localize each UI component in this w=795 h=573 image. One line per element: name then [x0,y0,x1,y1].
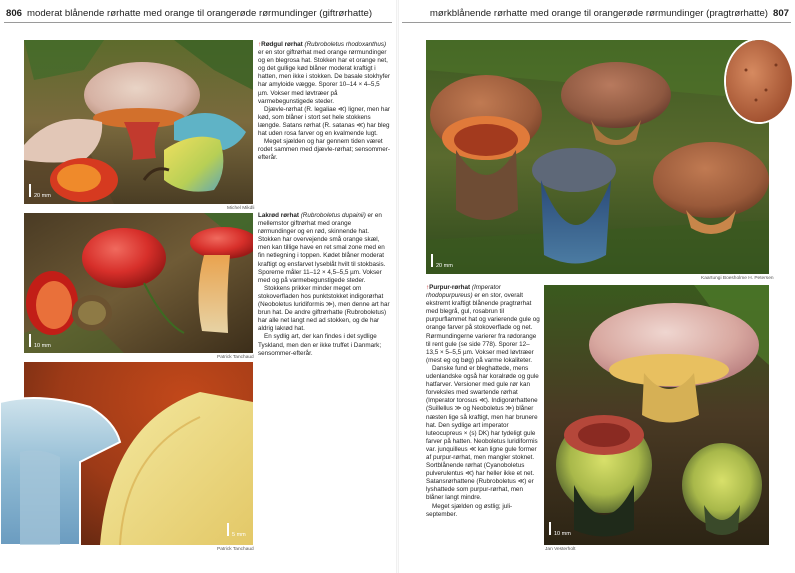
photo-cap-detail-inset [724,38,794,124]
red-arrow-icon: ↑ [426,284,430,291]
photo-purpur-specimens [544,285,769,545]
photo-lakrod-scale: 10 mm [34,343,51,349]
rodgul-desc: er en stor giftrørhat med orange rørmundinger og en blegrosa hat. Stokken har et orange net, og det gullige kød blåner moderat kraftigt i hatten, men ikke i stokken. De basale stokhyfer har amyloide vægge. Sporer 10–14 × 4–5,5 µm. Vokser med løvtræer på varmebegunstigede steder. [258,49,390,105]
photo-purpur-group-scale: 20 mm [436,263,453,269]
photo-purpur-specimens-credit: Jan Vesterholt [545,547,576,552]
photo-rodgul-rorhat [24,40,253,204]
rodgul-para1 [258,41,390,106]
lakrod-desc: er en mellemstor giftrørhat med orange rørmundinger og en rød, skinnende hat. Stokken har overvejende små orange skæl, men kan tillige have en ret smal zone med en fin netlegning i toppen. Kødet blåner moderat kraftigt og ensfarvet lyseblåt hvilt til stokbasis. Sporerne måler 11–12 × 4,5–5,5 µm. Vokser med og på varmebegunstigede steder. [258,212,386,284]
photo-purpur-group-image [426,40,769,274]
left-page-header [6,8,372,19]
lakrod-name: Lakrød rørhat [258,212,299,219]
photo-lakrod-image [24,213,253,353]
cap-detail-image [726,40,792,122]
purpur-name: Purpur-rørhat [429,284,471,291]
right-page-header [430,8,789,19]
right-header-title: mørkblånende rørhatte med orange til orangerøde rørmundinger (pragtrørhatte) [429,8,768,19]
photo-rodgul-scale: 20 mm [34,193,51,199]
photo-section-image [0,362,253,545]
purpur-para2: Danske fund er bleghattede, mens udenlandske også har koralrøde og gule hatfarver. Versioner med gule rør kan forveksles med swartende rørhat (Imperator torosus ≪). Indigorørhattene (Suillellus ≫ og Neoboletus ≫) blåner næsten lige så kraftigt, men har brunere hat. Den sydlige art imperator luteocupreus × (s) DK) har tydeligt gule farver på hatten. Neoboletus luridiformis var. junquilleus ≪ kan ligne gule former af purpur-rørhat, men mangler stoknet. Sortblånende rørhat (Cyanoboletus pulverulentus ≪) har heller ikke et net. Satansrørhattene (Rubroboletus ≪) er lyshattede som purpur-rørhat, men blåner langt mindre. [426,364,539,502]
lakrod-para2: Stokkens prikker minder meget om stokoverfladen hos punktstokket indigorørhat (Neoboletus luridiformis ≫), men denne art har brun hat. De andre giftrørhatte (Rubroboletus) har alle net langt ned ad stokken, og de har aldrig lakrød hat. [258,284,390,333]
lakrod-para3: En sydlig art, der kan findes i det sydlige Tyskland, men den er ikke truffet i Danmark; sensommer-efterår. [258,333,382,357]
photo-lakrod-rorhat [24,213,253,353]
purpur-para3: Meget sjælden og østlig; juli-september. [426,502,513,518]
right-page-number: 807 [772,8,789,19]
photo-section-scale: 5 mm [232,532,246,538]
purpur-latin: (Imperator rhodopurpureus) [426,284,501,300]
rodgul-name: Rødgul rørhat [261,41,303,48]
text-column-left-2 [258,212,390,358]
left-header-title: moderat blånende rørhatte med orange til orangerøde rørmundinger (giftrørhatte) [27,8,373,19]
text-column-right [426,284,540,519]
right-header-rule [402,22,791,23]
photo-purpur-specimens-image [544,285,769,545]
lakrod-latin: (Rubroboletus dupainii) [300,212,366,219]
photo-rodgul-credit: Michel Mikdli [227,206,255,211]
photo-purpur-group-credit: Kaartungi Boesholme H. Petersen [701,276,774,281]
photo-lakrod-credit: Patrick Tanchaud [217,355,254,360]
purpur-desc: er en stor, overalt ekstremt kraftigt blånende pragtrørhat med blegrå, gul, rosabrun til purpurflammet hat og varierende gule og orange farver på stokoverflade og net. Rørmundingerne varierer fra rødorange til rent gule (se side 778). Sporer 12–13,5 × 5–5,5 µm. Vokser med løvtræer (mest eg og bøg) på varme lokaliteter. [426,292,540,364]
red-arrow-icon: ↑ [258,41,262,48]
lakrod-para1 [258,212,390,285]
rodgul-para2: Djævle-rørhat (R. legaliae ≪) ligner, men har kød, som blåner i stort set hele stokkens længde. Satans rørhat (R. satanas ≪) har bleg hat uden rosa farver og en kvalmende lugt. [258,105,390,138]
photo-section-credit: Patrick Tanchaud [217,547,254,552]
left-header-rule [4,22,392,23]
photo-purpur-group [426,40,769,274]
rodgul-latin: (Rubroboletus rhodoxanthus) [304,41,387,48]
text-column-left [258,41,390,162]
rodgul-para3: Meget sjælden og har gennem tiden været rodet sammen med djævle-rørhat; sensommer-efterår. [258,138,390,162]
photo-purpur-specimens-scale: 10 mm [554,531,571,537]
purpur-para1 [426,284,540,365]
left-page-number: 806 [6,8,23,19]
book-spine [396,0,399,573]
photo-rodgul-image [24,40,253,204]
photo-lakrod-section [0,362,253,545]
